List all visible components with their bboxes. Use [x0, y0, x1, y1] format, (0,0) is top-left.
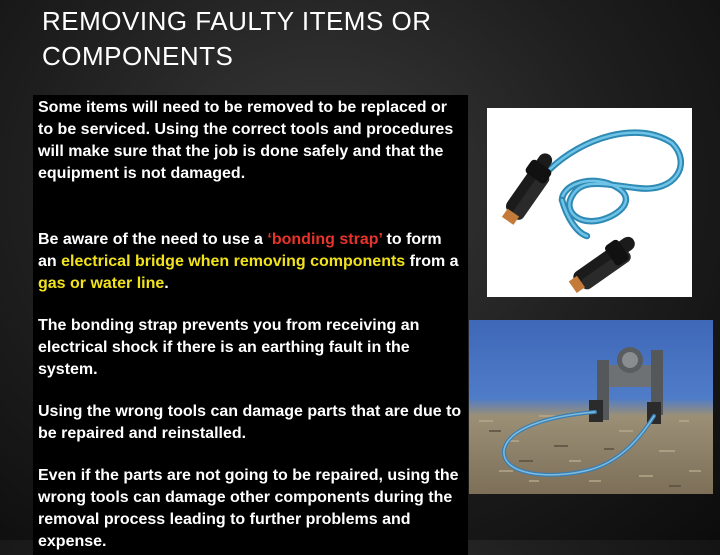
highlight-bonding-strap: ‘bonding strap’ — [267, 231, 383, 248]
paragraph-wrong-tools: Using the wrong tools can damage parts that are due to be repaired and reinstalled. — [38, 403, 462, 442]
text-segment: from a — [405, 253, 459, 270]
text-segment: . — [164, 275, 169, 292]
text-segment: Be aware of the need to use a — [38, 231, 268, 248]
slide-title: REMOVING FAULTY ITEMS OR COMPONENTS — [42, 6, 432, 71]
highlight-gas-water-line: gas or water line — [38, 275, 165, 292]
water-meter-photo — [469, 320, 713, 494]
paragraph-bonding-strap — [38, 229, 463, 295]
highlight-electrical-bridge: electrical bridge when removing components — [61, 253, 406, 270]
paragraph-removal-intro: Some items will need to be removed to be replaced or to be serviced. Using the correct tools and procedures will make sure that the job is done safely and that the equipment is not damaged. — [38, 99, 454, 182]
paragraph-further-problems: Even if the parts are not going to be repaired, using the wrong tools can damage other components during the removal process leading to further problems and expense. — [38, 467, 459, 550]
text-segment: to form an — [38, 231, 442, 270]
bonding-strap-photo — [487, 108, 692, 297]
body-text-box — [33, 95, 468, 555]
paragraph-shock-prevention: The bonding strap prevents you from receiving an electrical shock if there is an earthing fault in the system. — [38, 317, 420, 378]
